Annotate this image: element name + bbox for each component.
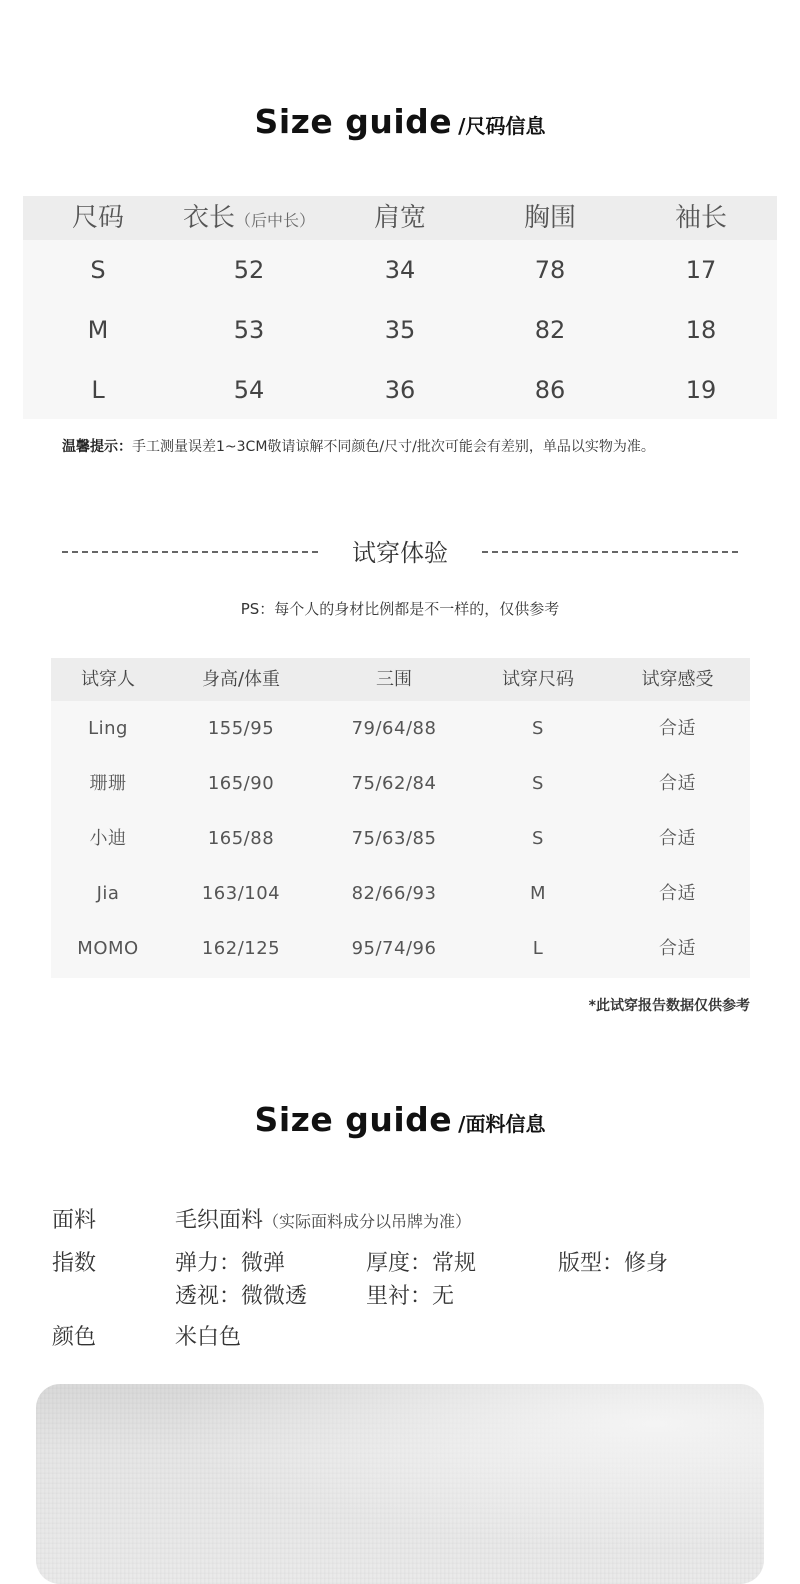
fit-row — [51, 701, 750, 756]
fit-trial-ps: PS：每个人的身材比例都是不一样的，仅供参考 — [240, 600, 560, 618]
fit-cell: 合适 — [659, 883, 696, 904]
size-cell: 82 — [534, 316, 566, 344]
size-cell: 19 — [685, 376, 717, 404]
measurement-tip — [62, 436, 655, 456]
fit-cell: 75/63/85 — [351, 828, 437, 849]
fit-cell: 82/66/93 — [351, 883, 437, 904]
size-row — [23, 360, 777, 420]
fit-cell: 珊珊 — [89, 773, 127, 794]
fit-header-height-weight: 身高/体重 — [201, 669, 281, 690]
fit-cell: 162/125 — [201, 938, 281, 959]
fit-cell: L — [532, 938, 544, 959]
fit-cell: S — [532, 718, 544, 739]
size-cell: S — [90, 256, 106, 284]
fabric-value — [175, 1203, 471, 1234]
fit-cell: 合适 — [659, 773, 696, 794]
size-table — [23, 196, 777, 419]
size-header-sleeve: 袖长 — [674, 203, 727, 233]
fit-cell: 合适 — [659, 828, 696, 849]
fit-table-header — [51, 658, 750, 701]
size-cell: 36 — [384, 376, 416, 404]
size-header-length-label: 衣长 — [182, 203, 235, 233]
size-cell: 17 — [685, 256, 717, 284]
size-header-length — [173, 196, 325, 240]
size-cell: M — [87, 316, 109, 344]
fabric-label: 面料 — [52, 1208, 97, 1233]
fit-cell: 合适 — [659, 938, 696, 959]
size-row — [23, 300, 777, 360]
size-header-length-note: （后中长） — [235, 211, 316, 230]
size-cell: 78 — [534, 256, 566, 284]
size-guide-title-en: Size guide — [254, 102, 453, 141]
fit-row — [51, 921, 750, 976]
fit-cell: MOMO — [77, 938, 139, 959]
fit-cell: 小迪 — [89, 828, 127, 849]
fit-cell: S — [532, 773, 544, 794]
lining-value: 里衬：无 — [366, 1284, 455, 1309]
fit-header-person: 试穿人 — [81, 669, 135, 690]
fit-cell: 155/95 — [207, 718, 275, 739]
size-header-shoulder: 肩宽 — [373, 203, 426, 233]
size-guide-title — [0, 102, 800, 141]
size-cell: 35 — [384, 316, 416, 344]
size-header-bust: 胸围 — [523, 203, 576, 233]
fit-table — [51, 658, 750, 978]
fit-cell: 79/64/88 — [351, 718, 437, 739]
fit-row — [51, 811, 750, 866]
fit-cell: 165/90 — [207, 773, 275, 794]
tip-text: 手工测量误差1~3CM敬请谅解不同颜色/尺寸/批次可能会有差别，单品以实物为准。 — [132, 439, 655, 455]
size-cell: 54 — [233, 376, 265, 404]
fit-header-measurements: 三围 — [376, 669, 412, 690]
fit-trial-title: 试穿体验 — [352, 539, 448, 567]
fit-header-size: 试穿尺码 — [502, 669, 574, 690]
fit-row — [51, 756, 750, 811]
fit-cell: Ling — [88, 718, 128, 739]
color-value: 米白色 — [175, 1325, 242, 1350]
fit-cell: 合适 — [659, 718, 696, 739]
fit-cell: Jia — [96, 883, 120, 904]
size-row — [23, 240, 777, 300]
fit-row — [51, 866, 750, 921]
fabric-guide-title-en: Size guide — [254, 1100, 453, 1139]
size-cell: 86 — [534, 376, 566, 404]
fabric-value-text: 毛织面料 — [175, 1208, 264, 1233]
fit-cell: 75/62/84 — [351, 773, 437, 794]
size-cell: 53 — [233, 316, 265, 344]
fabric-swatch-image — [36, 1384, 764, 1584]
fit-cell: M — [529, 883, 547, 904]
fabric-guide-title-cn: /面料信息 — [458, 1112, 546, 1136]
size-header-size: 尺码 — [71, 203, 124, 233]
fabric-guide-title — [0, 1100, 800, 1139]
size-cell: 34 — [384, 256, 416, 284]
elasticity-value: 弹力：微弹 — [175, 1251, 286, 1276]
transparency-value: 透视：微微透 — [175, 1284, 308, 1309]
tip-label: 温馨提示： — [62, 439, 132, 455]
fit-cell: 163/104 — [201, 883, 281, 904]
fit-header-feeling: 试穿感受 — [641, 669, 714, 690]
size-table-header — [23, 196, 777, 240]
fit-cell: 95/74/96 — [351, 938, 437, 959]
index-label: 指数 — [52, 1251, 97, 1276]
size-cell: 52 — [233, 256, 265, 284]
fit-type-value: 版型：修身 — [558, 1251, 669, 1276]
color-label: 颜色 — [52, 1325, 97, 1350]
fabric-note: （实际面料成分以吊牌为准） — [263, 1212, 472, 1231]
fit-trial-note: *此试穿报告数据仅供参考 — [588, 998, 750, 1014]
fit-cell: S — [532, 828, 544, 849]
thickness-value: 厚度：常规 — [366, 1251, 477, 1276]
size-guide-title-cn: /尺码信息 — [458, 114, 546, 138]
size-cell: L — [91, 376, 105, 404]
fit-cell: 165/88 — [207, 828, 275, 849]
size-cell: 18 — [685, 316, 717, 344]
